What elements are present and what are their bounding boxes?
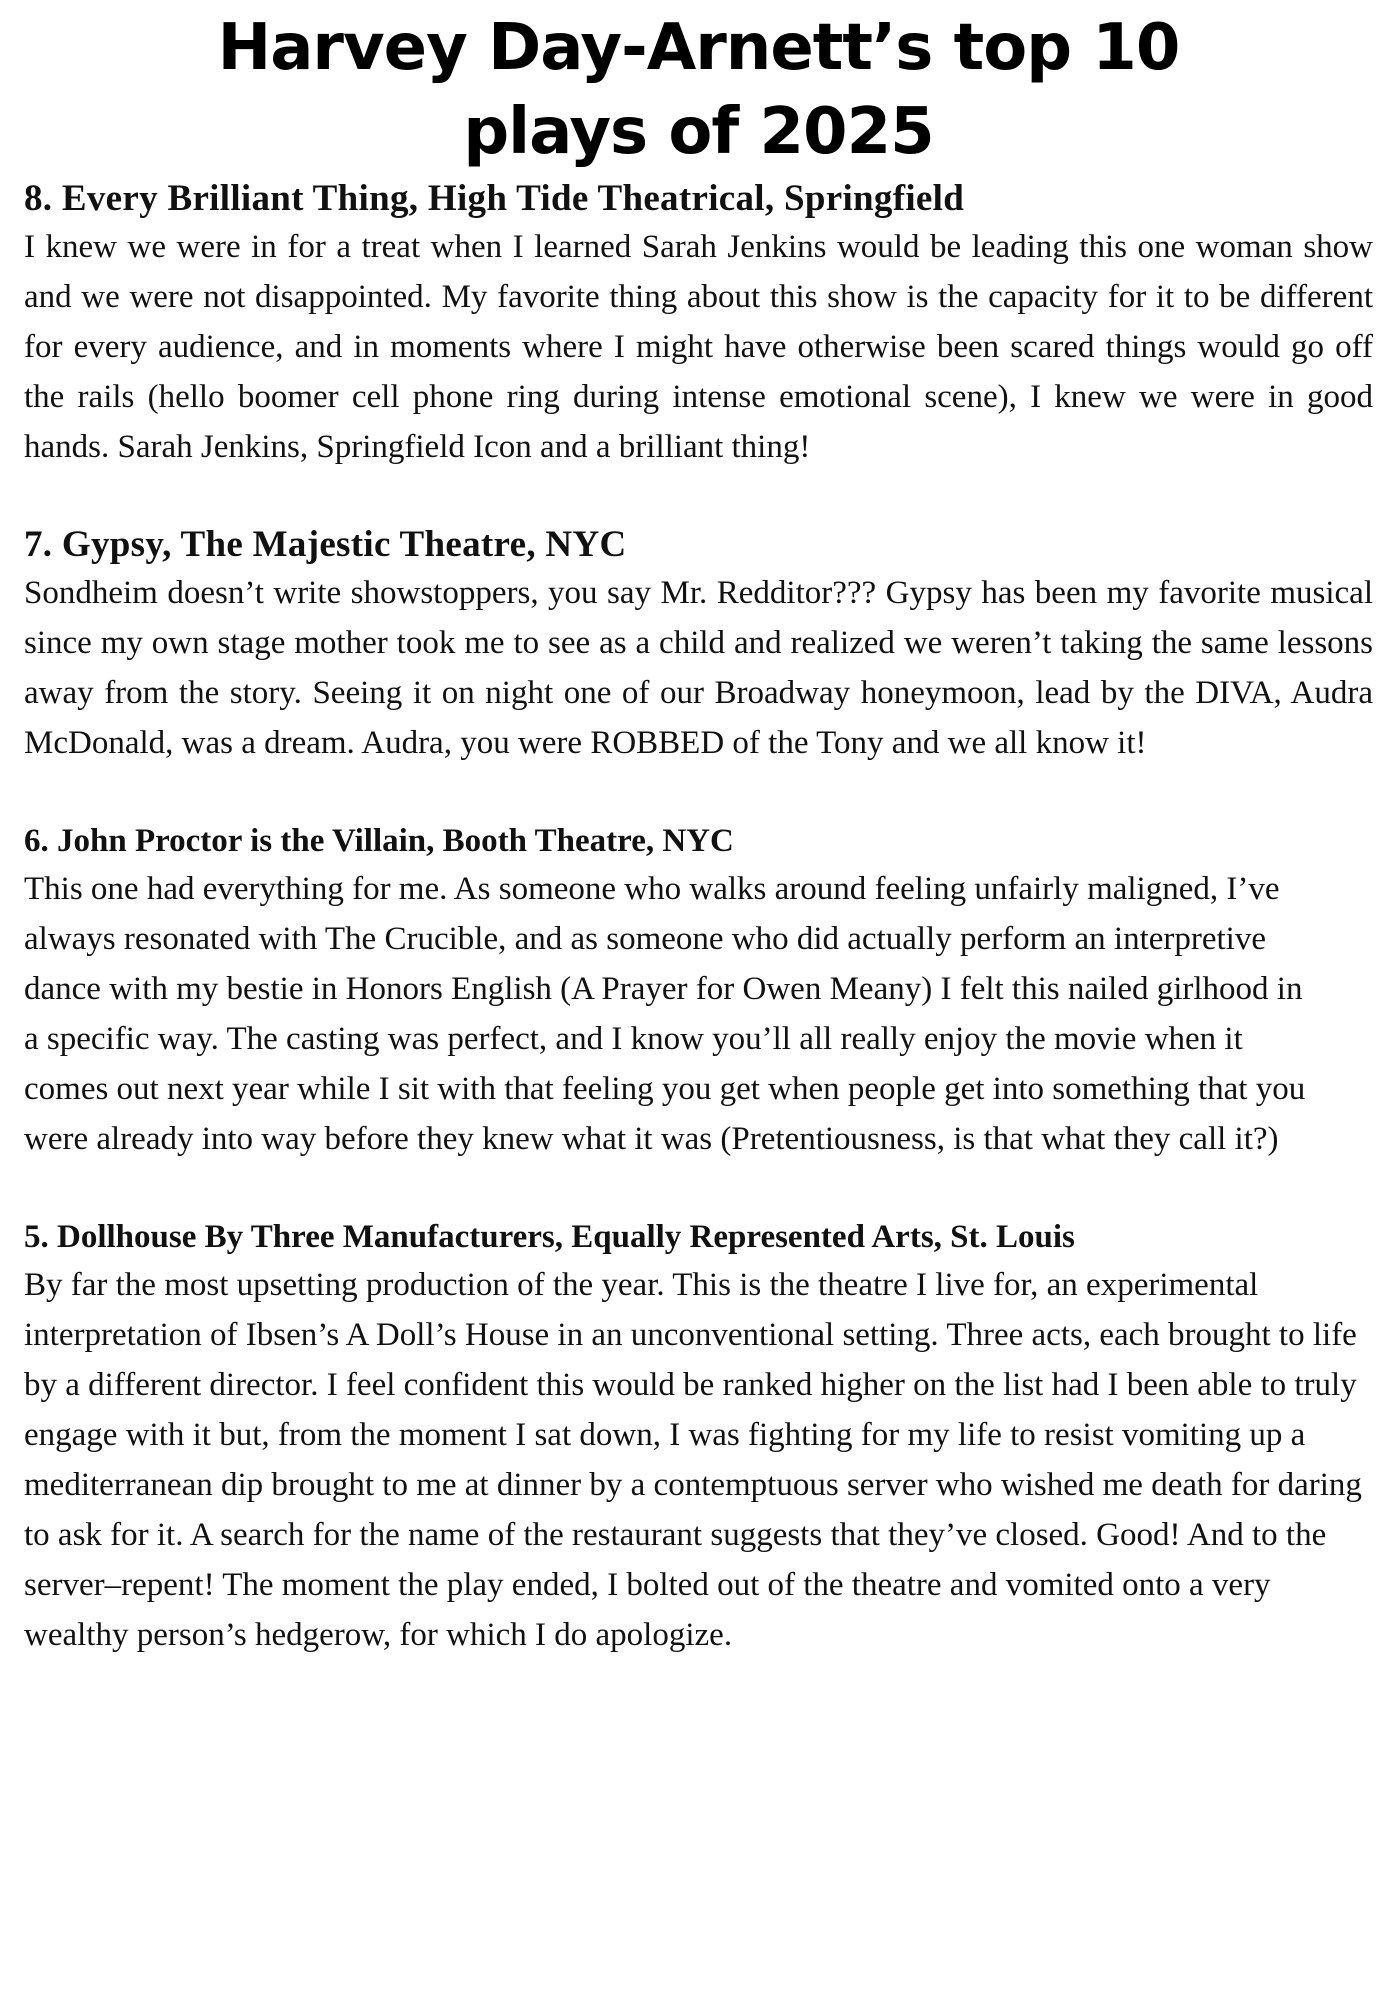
entry-body: Sondheim doesn’t write showstoppers, you say Mr. Redditor??? Gypsy has been my favorite musical since my own stage mother took me to see as a child and realized we weren’t taking the same lessons away from the story. Seeing it on night one of our Broadway honeymoon, lead by the DIVA, Audra McDonald, was a dream. Audra, you were ROBBED of the Tony and we all know it! [24,575,1373,761]
page-title-line-1: Harvey Day-Arnett’s top 10 [217,11,1180,85]
section-gap [24,1164,1373,1214]
page-title [24,6,1373,174]
section-gap [24,768,1373,818]
entry-heading: 6. John Proctor is the Villain, Booth Theatre, NYC [24,823,734,859]
entry-8 [24,176,1373,472]
entry-heading: 7. Gypsy, The Majestic Theatre, NYC [24,524,627,565]
entry-heading: 5. Dollhouse By Three Manufacturers, Equally Represented Arts, St. Louis [24,1219,1075,1255]
page-title-line-2: plays of 2025 [463,95,934,169]
entry-5 [24,1214,1373,1660]
entry-body: I knew we were in for a treat when I learned Sarah Jenkins would be leading this one woman show and we were not disappointed. My favorite thing about this show is the capacity for it to be different for every audience, and in moments where I might have otherwise been scared things would go off the rails (hello boomer cell phone ring during intense emotional scene), I knew we were in good hands. Sarah Jenkins, Springfield Icon and a brilliant thing! [24,229,1373,465]
entry-body: By far the most upsetting production of the year. This is the theatre I live for, an experimental interpretation of Ibsen’s A Doll’s House in an unconventional setting. Three acts, each brought to life by a different director. I feel confident this would be ranked higher on the list had I been able to truly engage with it but, from the moment I sat down, I was fighting for my life to resist vomiting up a mediterranean dip brought to me at dinner by a contemptuous server who wished me death for daring to ask for it. A search for the name of the restaurant suggests that they’ve closed. Good! And to the server–repent! The moment the play ended, I bolted out of the theatre and vomited onto a very wealthy person’s hedgerow, for which I do apologize. [24,1267,1362,1653]
entry-7 [24,522,1373,768]
entry-body: This one had everything for me. As someone who walks around feeling unfairly maligned, I’ve always resonated with The Crucible, and as someone who did actually perform an interpretive dance with my bestie in Honors English (A Prayer for Owen Meany) I felt this nailed girlhood in a specific way. The casting was perfect, and I know you’ll all really enjoy the movie when it comes out next year while I sit with that feeling you get when people get into something that you were already into way before they knew what it was (Pretentiousness, is that what they call it?) [24,871,1306,1157]
entry-heading: 8. Every Brilliant Thing, High Tide Theatrical, Springfield [24,178,965,219]
entry-6 [24,818,1373,1164]
section-gap [24,472,1373,522]
